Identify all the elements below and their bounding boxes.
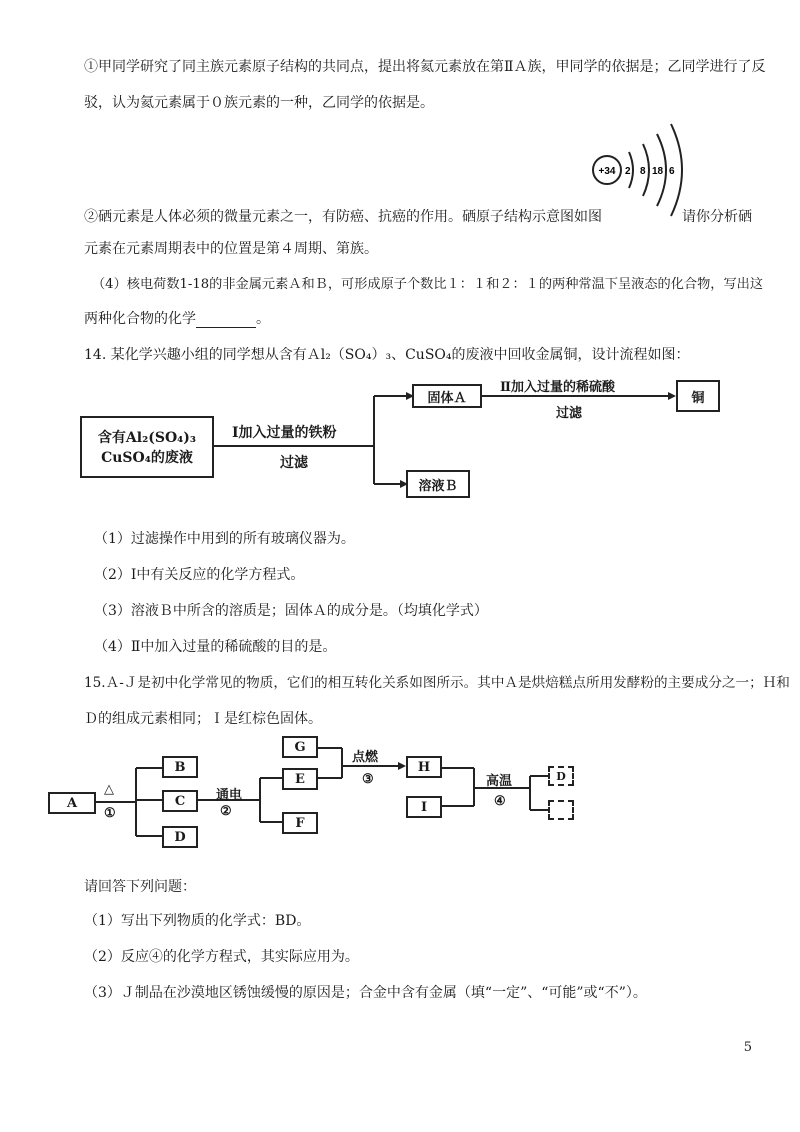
q15-box-c: C xyxy=(162,790,198,812)
q15-r4-top: 高温 xyxy=(486,774,513,789)
q14-stem: 14. 某化学兴趣小组的同学想从含有Ａl₂（SO₄）₃、CuSO₄的废液中回收金属铜，设计流程如图： xyxy=(84,347,690,363)
q15-r2-top: 通电 xyxy=(216,788,243,803)
q14-step2-bottom: 过滤 xyxy=(556,406,583,421)
q15-box-e: E xyxy=(282,768,318,790)
q15-r1-top: △ xyxy=(104,782,114,797)
q15-prompt: 请回答下列问题： xyxy=(84,879,196,895)
q14-step2-top: Ⅱ加入过量的稀硫酸 xyxy=(500,380,615,395)
shell-1-count: 2 xyxy=(625,166,631,177)
q13-p3-line2: 驳，认为氦元素属于０族元素的一种，乙同学的依据是。 xyxy=(84,95,434,111)
q15-box-a: A xyxy=(48,792,96,814)
page-number: 5 xyxy=(743,1040,752,1055)
q15-box-i: I xyxy=(406,796,442,818)
q13-p3-line4: 元素在元素周期表中的位置是第４周期、第族。 xyxy=(84,241,378,257)
q13-p3-line3a: ②硒元素是人体必须的微量元素之一，有防癌、抗癌的作用。硒原子结构示意图如图 xyxy=(84,209,602,225)
q15-box-g: G xyxy=(282,736,318,758)
q13-p3-line3b: 请你分析硒 xyxy=(682,209,752,225)
q15-r4-bottom: ④ xyxy=(494,794,506,809)
q15-r3-top: 点燃 xyxy=(352,750,379,765)
atom-nucleus: +34 xyxy=(598,166,616,177)
q14-q2: （2）Ⅰ中有关反应的化学方程式。 xyxy=(94,567,305,583)
q15-box-d: D xyxy=(162,826,198,848)
q13-p4-line2: 两种化合物的化学 。 xyxy=(84,311,270,327)
q15-r2-bottom: ② xyxy=(220,804,232,819)
q15-r1-bottom: ① xyxy=(104,806,116,821)
shell-2-count: 8 xyxy=(640,166,646,177)
q14-source-box xyxy=(80,416,214,478)
shell-3-count: 18 xyxy=(652,166,664,177)
q15-box-h: H xyxy=(406,756,442,778)
q14-step1-top: Ⅰ加入过量的铁粉 xyxy=(232,425,337,441)
q14-q1: （1）过滤操作中用到的所有玻璃仪器为。 xyxy=(94,531,355,547)
q15-stem1: 15.Ａ-Ｊ是初中化学常见的物质，它们的相互转化关系如图所示。其中Ａ是烘焙糕点所用发酵粉的主要成分之一；Ｈ和 xyxy=(84,675,790,691)
q14-source-line1: 含有Al₂(SO₄)₃ xyxy=(97,430,197,446)
q15-r3-bottom: ③ xyxy=(362,772,374,787)
q14-q3: （3）溶液Ｂ中所含的溶质是；固体Ａ的成分是。（均填化学式） xyxy=(94,603,488,619)
shell-4-count: 6 xyxy=(669,166,675,177)
q14-copper-box: 铜 xyxy=(676,380,720,412)
q14-step1-bottom: 过滤 xyxy=(280,455,308,471)
q14-solid-a-box: 固体Ａ xyxy=(412,384,482,408)
q13-p3-line1: ①甲同学研究了同主族元素原子结构的共同点，提出将氦元素放在第ⅡＡ族，甲同学的依据是；乙同学进行了反 xyxy=(84,59,766,75)
q14-solution-b-box: 溶液Ｂ xyxy=(406,470,470,498)
q15-output-box-2 xyxy=(548,800,574,820)
q15-box-f: F xyxy=(282,812,318,834)
q14-q4: （4）Ⅱ中加入过量的稀硫酸的目的是。 xyxy=(94,639,337,655)
q13-p4-line2-text: 两种化合物的化学 xyxy=(84,311,196,327)
q15-q2: （2）反应④的化学方程式，其实际应用为。 xyxy=(84,949,359,965)
q15-stem2: Ｄ的组成元素相同；Ｉ是红棕色固体。 xyxy=(84,711,322,727)
answer-blank xyxy=(196,313,256,328)
q13-p4-line1: （4）核电荷数1-18的非金属元素Ａ和Ｂ，可形成原子个数比１：１和２：１的两种常温下呈液态的化合物，写出这 xyxy=(92,277,764,292)
q15-q1: （1）写出下列物质的化学式：BD。 xyxy=(84,913,311,929)
q15-q3: （3）Ｊ制品在沙漠地区锈蚀缓慢的原因是；合金中含有金属（填“一定”、“可能”或“不”）。 xyxy=(84,985,647,1001)
q14-source-line2: CuSO₄的废液 xyxy=(101,450,193,466)
q15-output-box-1: D xyxy=(548,766,574,786)
q15-box-b: B xyxy=(162,756,198,778)
